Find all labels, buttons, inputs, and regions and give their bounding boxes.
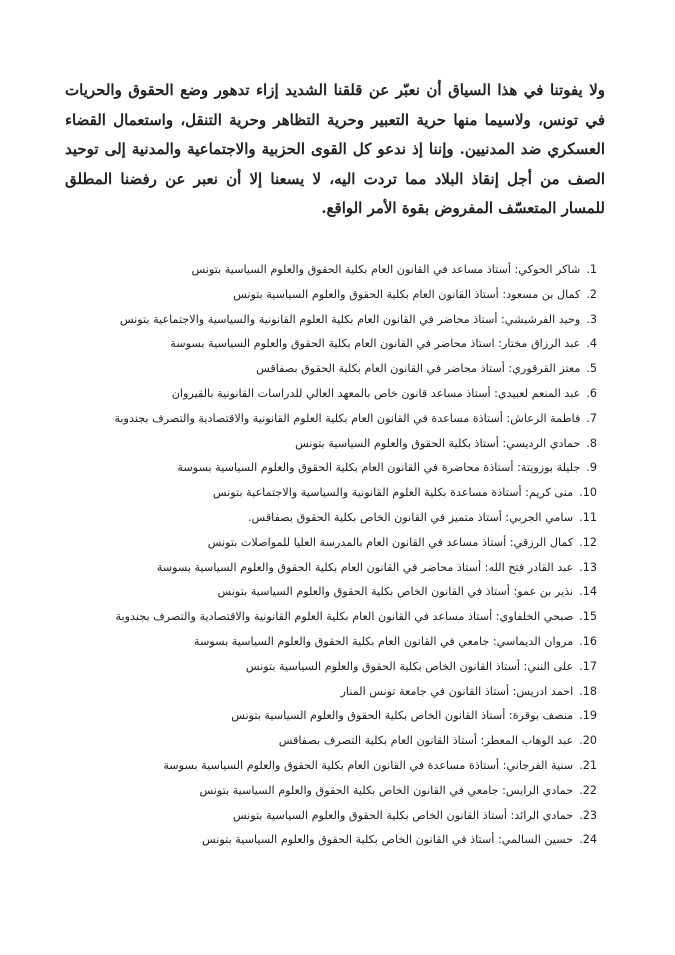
signatory-number: 7. <box>586 411 597 425</box>
signatory-text: حمادي الرايس: جامعي في القانون الخاص بكلية الحقوق والعلوم السياسية بتونس <box>199 783 574 797</box>
signatory-number: 24. <box>579 833 597 847</box>
signatory-text: وحيد الفرشيشي: أستاذ محاضر في القانون العام بكلية العلوم القانونية والسياسية والاجتماعية بتونس <box>119 312 581 326</box>
signatory-number: 19. <box>579 709 597 723</box>
signatory-number: 4. <box>586 337 597 351</box>
signatory-text: صبحي الخلفاوي: أستاذ مساعد في القانون العام بكلية العلوم القانونية والاقتصادية والتصرف بجندوبة <box>115 610 574 624</box>
signatory-number: 12. <box>579 535 597 549</box>
signatory-item <box>67 481 597 506</box>
signatory-text: حمادي الرديسي: أستاذ بكلية الحقوق والعلوم السياسية بتونس <box>295 436 581 450</box>
signatory-item <box>67 258 597 283</box>
signatory-item <box>67 605 597 630</box>
signatory-number: 14. <box>579 585 597 599</box>
signatory-item <box>67 456 597 481</box>
signatory-number: 16. <box>579 634 597 648</box>
signatory-number: 5. <box>586 362 597 376</box>
signatory-number: 6. <box>586 386 597 400</box>
signatory-text: شاكر الحوكي: أستاذ مساعد في القانون العام بكلية الحقوق والعلوم السياسية بتونس <box>191 263 581 276</box>
signatory-number: 21. <box>579 758 597 772</box>
signatory-number: 10. <box>579 486 597 500</box>
signatory-number: 2. <box>586 287 597 301</box>
signatory-text: نذير بن عمو: أستاذ في القانون الخاص بكلية الحقوق والعلوم السياسية بتونس <box>217 585 574 599</box>
signatory-text: كمال بن مسعود: أستاذ القانون العام بكلية الحقوق والعلوم السياسية بتونس <box>233 287 581 301</box>
signatories-list <box>67 258 597 853</box>
signatory-text: عبد الرزاق مختار: استاذ محاضر في القانون العام بكلية الحقوق والعلوم السياسية بسوسة <box>170 337 581 351</box>
signatory-text: منصف بوقرة: أستاذ القانون الخاص بكلية الحقوق والعلوم السياسية بتونس <box>231 709 574 723</box>
signatory-item <box>67 779 597 804</box>
signatory-item <box>67 531 597 556</box>
signatory-number: 3. <box>586 312 597 326</box>
signatory-item <box>67 828 597 853</box>
signatory-item <box>67 754 597 779</box>
signatory-text: جليلة بوزويتة: أستاذة محاضرة في القانون العام بكلية الحقوق والعلوم السياسية بسوسة <box>177 461 581 475</box>
signatory-text: كمال الرزقي: أستاذ مساعد في القانون العام بالمدرسة العليا للمواصلات بتونس <box>207 535 574 549</box>
signatory-item <box>67 332 597 357</box>
signatory-item <box>67 308 597 333</box>
signatory-text: فاطمة الرعاش: أستاذة مساعدة في القانون العام بكلية العلوم القانونية والاقتصادية والتصرف بجندوبة <box>114 411 581 425</box>
signatory-item <box>67 556 597 581</box>
signatory-number: 8. <box>586 436 597 450</box>
signatory-item <box>67 729 597 754</box>
signatory-number: 11. <box>579 510 597 524</box>
statement-paragraph: ولا يفوتنا في هذا السياق أن نعبّر عن قلقنا الشديد إزاء تدهور وضع الحقوق والحريات في تونس، ولاسيما منها حرية التعبير وحرية التظاهر وحرية التنقل، واستعمال القضاء العسكري ضد المدنيين. وإننا إذ ندعو كل القوى الحزبية والاجتماعية والمدنية إلى توحيد الصف من أجل إنقاذ البلاد مما تردت اليه، لا يسعنا إلا أن نعبر عن رفضنا المطلق للمسار المتعسّف المفروض بقوة الأمر الواقع. <box>65 81 605 217</box>
signatory-text: حمادي الرائد: أستاذ القانون الخاص بكلية الحقوق والعلوم السياسية بتونس <box>232 808 574 822</box>
signatory-number: 22. <box>579 783 597 797</box>
signatory-item <box>67 630 597 655</box>
signatory-text: عبد الوهاب المعطر: أستاذ القانون العام بكلية التصرف بصفاقس <box>278 734 574 748</box>
signatory-text: احمد ادريس: أستاذ القانون في جامعة تونس المنار <box>340 684 574 698</box>
signatory-text: عبد القادر فتح الله: أستاذ محاضر في القانون العام بكلية الحقوق والعلوم السياسية بسوسة <box>156 560 574 574</box>
signatory-item <box>67 506 597 531</box>
signatory-text: حسين السالمي: أستاذ في القانون الخاص بكلية الحقوق والعلوم السياسية بتونس <box>202 833 574 847</box>
signatory-item <box>67 382 597 407</box>
signatory-item <box>67 704 597 729</box>
signatory-number: 9. <box>586 461 597 475</box>
signatory-number: 15. <box>579 610 597 624</box>
signatory-item <box>67 432 597 457</box>
signatory-item <box>67 580 597 605</box>
signatory-text: سنية الفرجاني: أستاذة مساعدة في القانون العام بكلية الحقوق والعلوم السياسية بسوسة <box>163 758 574 772</box>
signatory-item <box>67 655 597 680</box>
signatory-number: 1. <box>586 263 597 276</box>
signatory-text: منى كريم: أستاذة مساعدة بكلية العلوم القانونية والسياسية والاجتماعية بتونس <box>212 486 574 500</box>
signatory-text: عبد المنعم لعبيدي: أستاذ مساعد قانون خاص بالمعهد العالي للدراسات القانونية بالقيروان <box>171 386 581 400</box>
signatory-number: 20. <box>579 734 597 748</box>
signatory-number: 13. <box>579 560 597 574</box>
signatory-number: 17. <box>579 659 597 673</box>
signatory-number: 23. <box>579 808 597 822</box>
signatory-item <box>67 407 597 432</box>
signatory-item <box>67 283 597 308</box>
signatory-item <box>67 804 597 829</box>
signatory-item <box>67 357 597 382</box>
signatory-text: سامي الجربي: أستاذ متميز في القانون الخاص بكلية الحقوق بصفاقس. <box>248 510 574 524</box>
signatory-item <box>67 680 597 705</box>
signatory-text: مروان الديماسي: جامعي في القانون العام بكلية الحقوق والعلوم السياسية بسوسة <box>194 634 574 648</box>
signatory-text: على النني: أستاذ القانون الخاص بكلية الحقوق والعلوم السياسية بتونس <box>245 659 574 673</box>
signatory-number: 18. <box>579 684 597 698</box>
signatory-text: معتز القرقوري: أستاذ محاضر في القانون العام بكلية الحقوق بصفاقس <box>256 362 581 376</box>
